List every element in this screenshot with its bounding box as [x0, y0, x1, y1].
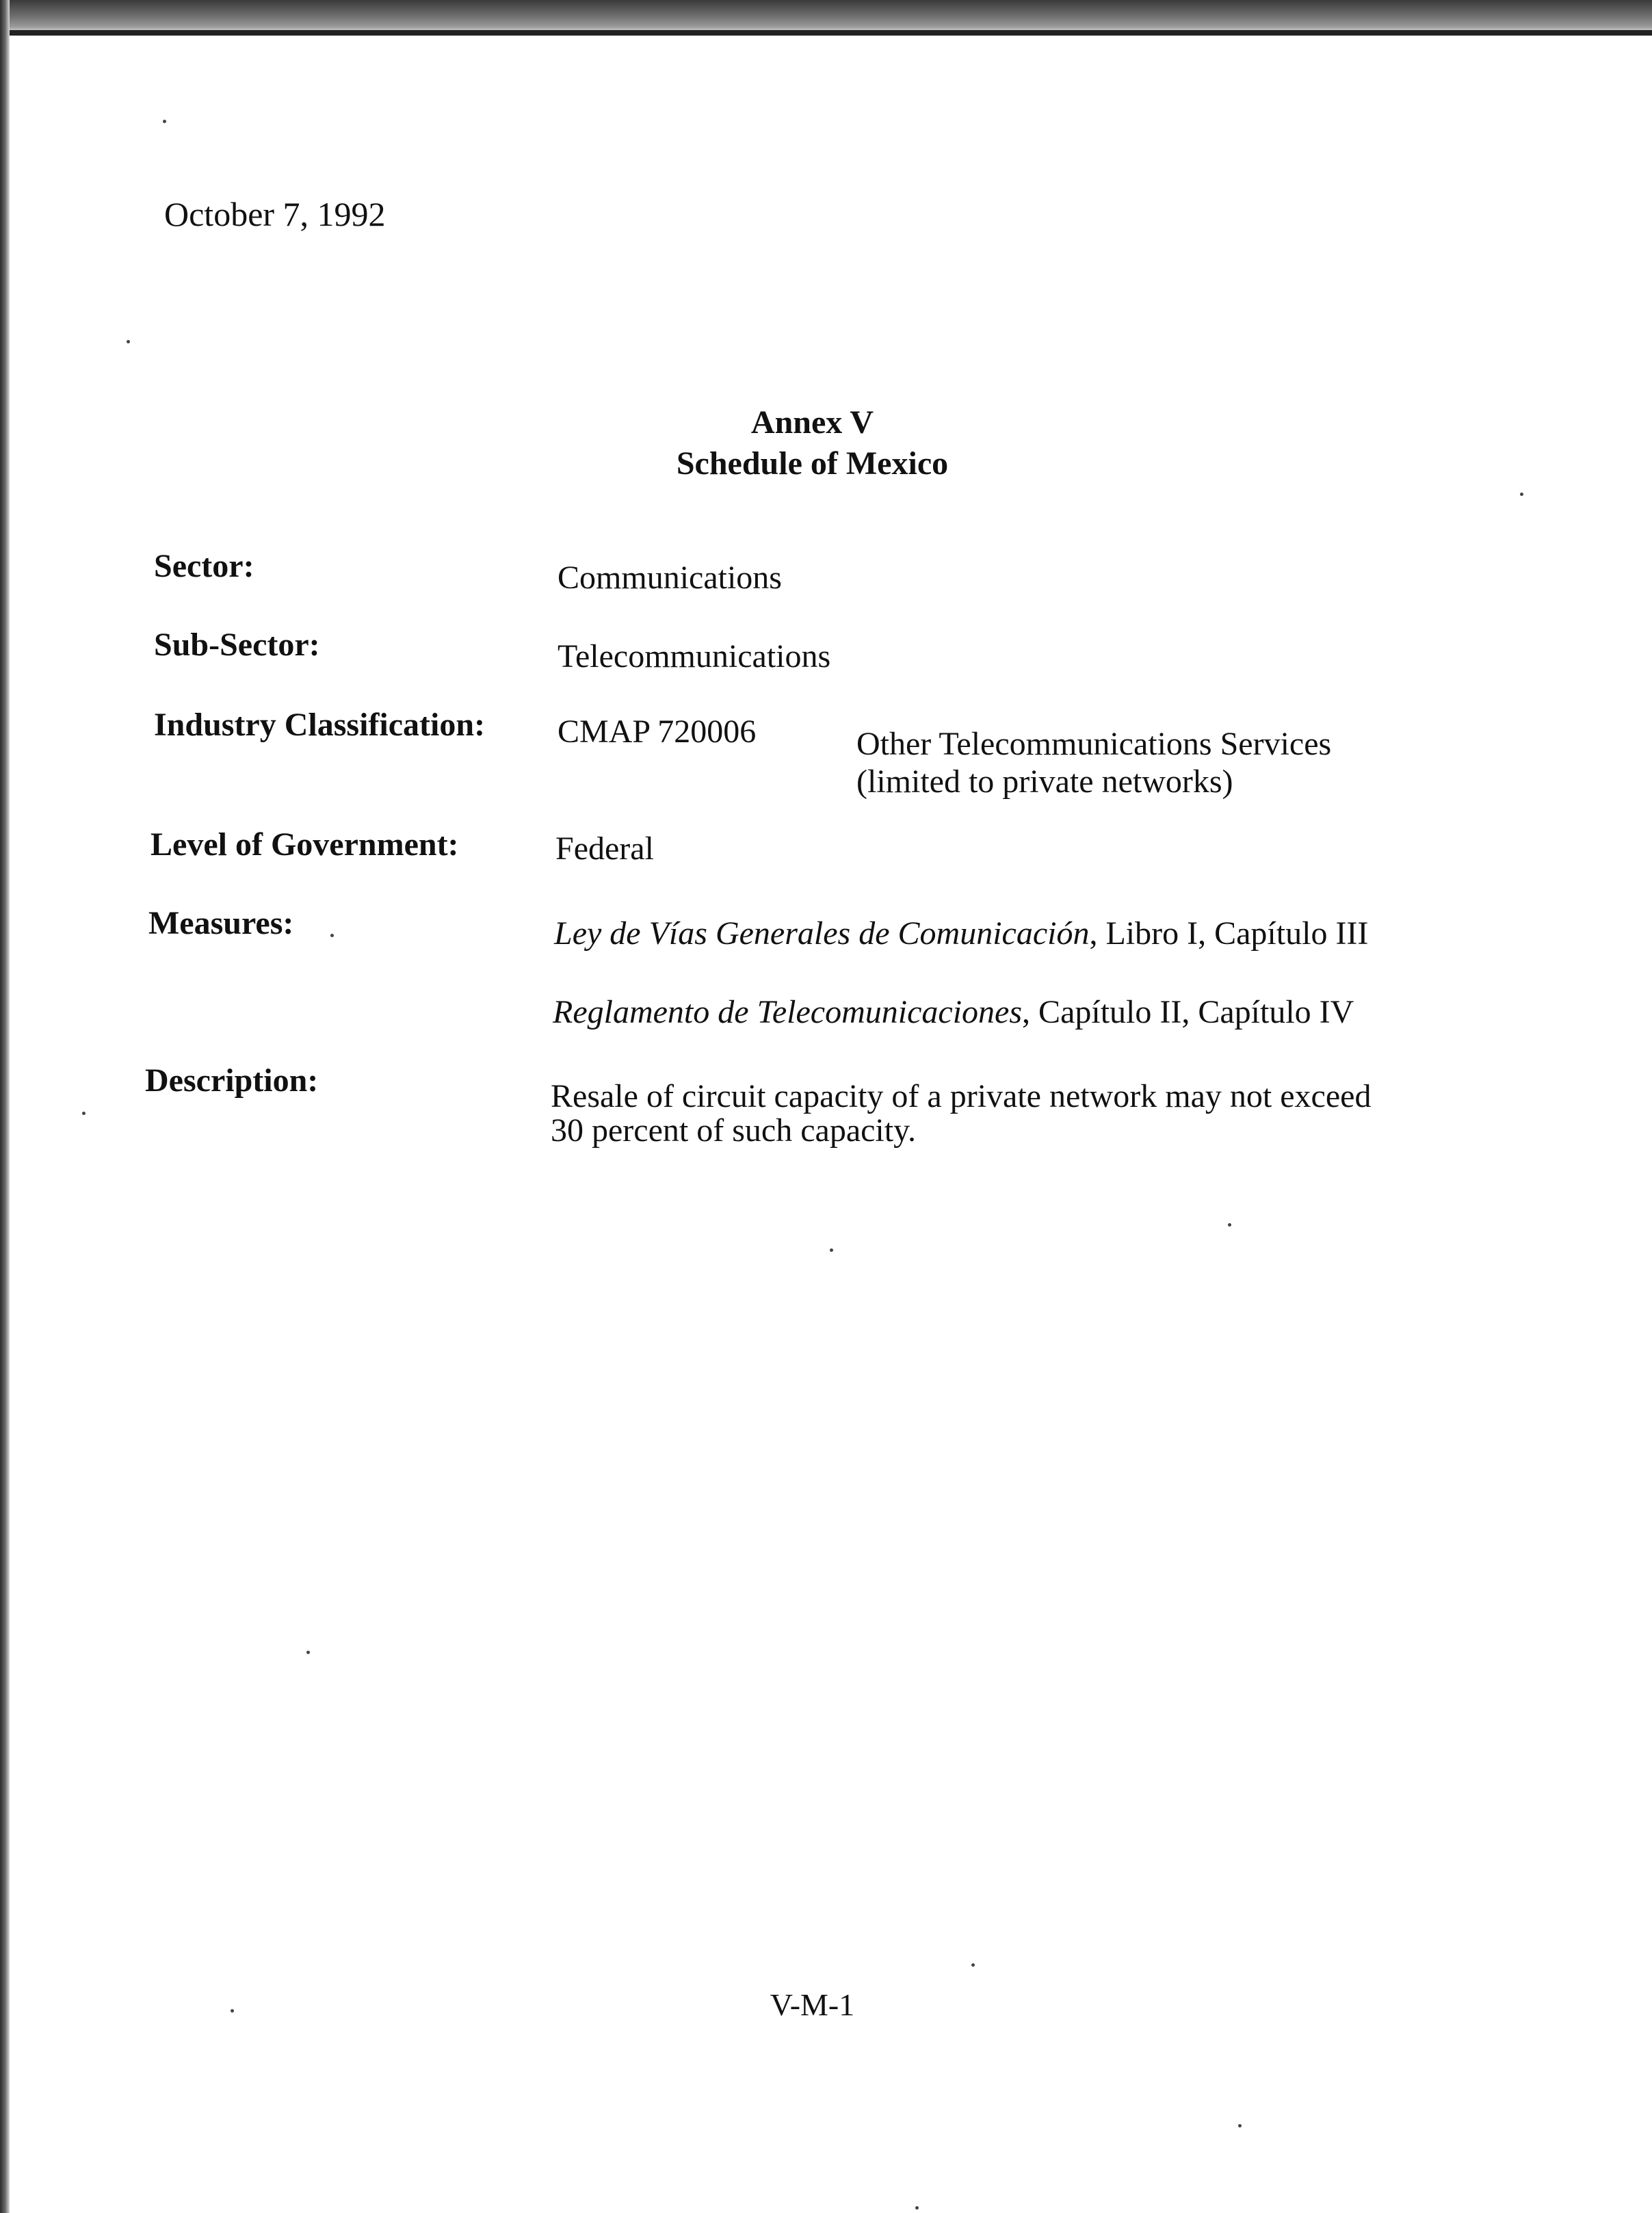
- annex-title: Annex V: [750, 404, 874, 441]
- schedule-title: Schedule of Mexico: [676, 445, 949, 482]
- scan-speck: [1520, 493, 1523, 496]
- description-text: Resale of circuit capacity of a private network may not exceed: [551, 1078, 1372, 1114]
- scan-speck: [82, 1112, 86, 1115]
- scan-speck: [915, 2206, 919, 2210]
- scan-speck: [306, 1651, 310, 1654]
- description-label: Description:: [145, 1062, 319, 1099]
- industry-classification-description: Other Telecommunications Services: [856, 726, 1332, 762]
- scan-speck: [971, 1963, 975, 1967]
- description-text-continued: 30 percent of such capacity.: [551, 1112, 916, 1149]
- industry-classification-code: CMAP 720006: [558, 713, 757, 750]
- sub-sector-label: Sub-Sector:: [154, 627, 320, 663]
- scan-speck: [830, 1248, 833, 1252]
- measure-item: [554, 915, 1368, 952]
- scan-speck: [127, 340, 130, 343]
- industry-classification-label: Industry Classification:: [154, 707, 486, 743]
- sector-value: Communications: [558, 560, 782, 596]
- level-of-government-value: Federal: [555, 830, 654, 867]
- scan-speck: [163, 120, 166, 123]
- measure-detail: , Libro I, Capítulo III: [1089, 915, 1369, 952]
- scan-speck: [330, 934, 334, 937]
- scan-speck: [1238, 2124, 1242, 2127]
- document-date: October 7, 1992: [164, 195, 386, 233]
- measure-detail: , Capítulo II, Capítulo IV: [1022, 994, 1354, 1030]
- measure-law-name: Ley de Vías Generales de Comunicación: [554, 915, 1090, 952]
- page-number: V-M-1: [770, 1987, 855, 2022]
- measure-law-name: Reglamento de Telecomunicaciones: [553, 994, 1023, 1030]
- measures-label: Measures:: [148, 905, 294, 941]
- sub-sector-value: Telecommunications: [558, 638, 831, 675]
- measure-item: [553, 993, 1354, 1031]
- scan-top-border: [0, 30, 1652, 36]
- scan-speck: [1228, 1223, 1231, 1227]
- scan-left-edge: [0, 0, 10, 2213]
- sector-label: Sector:: [154, 548, 254, 584]
- level-of-government-label: Level of Government:: [150, 826, 459, 863]
- industry-classification-description-note: (limited to private networks): [856, 763, 1233, 800]
